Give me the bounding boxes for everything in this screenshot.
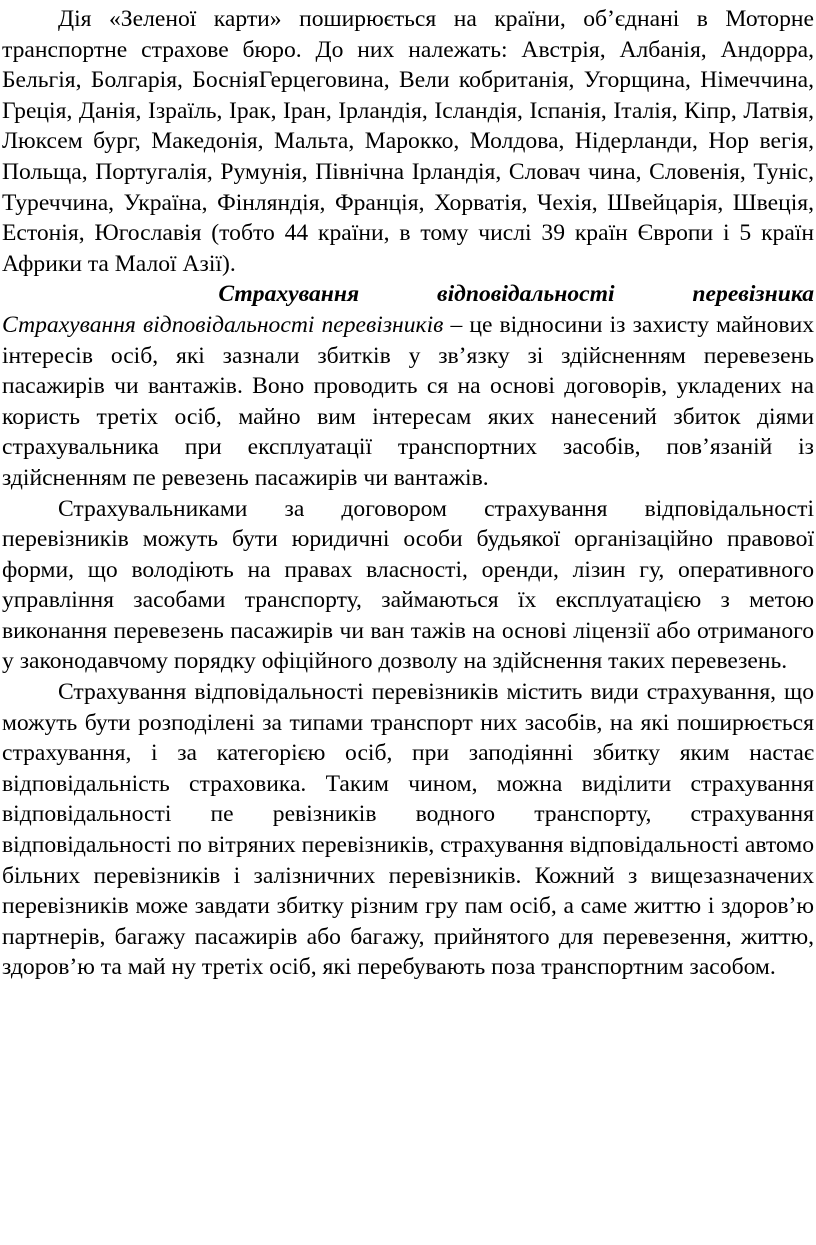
carrier-liability-definition-paragraph — [2, 310, 814, 494]
definition-text: – це відносини із захисту майнових інтересів осіб, які зазнали збитків у зв’язку зі здійсненням перевезень пасажирів чи вантажів. Воно проводить ся на основі договорів, укладених на користь третіх осіб, майно вим інтересам яких нанесений збиток діями страхувальника при експлуатації транспортних засобів, пов’язаній із здійсненням пе ревезень пасажирів чи вантажів. — [2, 311, 814, 491]
insurers-paragraph: Страхувальниками за договором страхування відповідальності перевізників можуть бути юридичні особи будьякої організаційно правової форми, що володіють на правах власності, оренди, лізин гу, оперативного управління засобами транспорту, займаються їх експлуатацією з метою виконання перевезень пасажирів чи ван тажів на основі ліцензії або отриманого у законодавчому порядку офіційного дозволу на здійснення таких перевезень. — [2, 495, 814, 675]
section-heading: Страхування відповідальності перевізника — [218, 281, 814, 308]
insurance-types-paragraph: Страхування відповідальності перевізників містить види страхування, що можуть бути розподілені за типами транспорт них засобів, на які поширюється страхування, і за категорією осіб, при заподіянні збитку яким настає відповідальність страховика. Таким чином, можна виділити страхування відповідальності пе ревізників водного транспорту, страхування відповідальності по вітряних перевізників, страхування відповідальності автомо більних перевізників і залізничних перевізників. Кожний з вищезазначених перевізників може завдати збитку різним гру пам осіб, а саме життю і здоров’ю партнерів, багажу пасажирів або багажу, прийнятого для перевезення, життю, здоров’ю та май ну третіх осіб, які перебувають поза транспортним засобом. — [2, 679, 814, 981]
green-card-countries-paragraph: Дія «Зеленої карти» поширюється на країни, об’єднані в Моторне транспортне страхове бюро. До них належать: Австрія, Албанія, Андорра, Бельгія, Болгарія, БосніяГерцеговина, Вели кобританія, Угорщина, Німеччина, Греція, Данія, Ізраїль, Ірак, Іран, Ірландія, Ісландія, Іспанія, Італія, Кіпр, Латвія, Люксем бург, Македонія, Мальта, Марокко, Молдова, Нідерланди, Нор вегія, Польща, Португалія, Румунія, Північна Ірландія, Словач чина, Словенія, Туніс, Туреччина, Україна, Фінляндія, Франція, Хорватія, Чехія, Швейцарія, Швеція, Естонія, Югославія (тобто 44 країни, в тому числі 39 країн Європи і 5 країн Африки та Малої Азії). — [2, 6, 814, 277]
defined-term: Страхування відповідальності перевізників — [2, 311, 444, 338]
